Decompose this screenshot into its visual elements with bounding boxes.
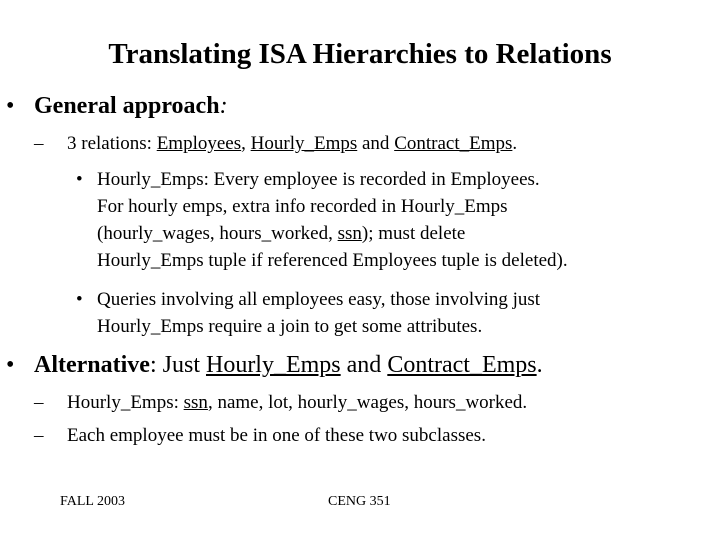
point-line: For hourly emps, extra info recorded in Hourly_Emps [97, 196, 508, 217]
bullet-general-approach [6, 93, 228, 120]
point-line: Hourly_Emps tuple if referenced Employees tuple is deleted). [97, 250, 568, 271]
alternative-text: : Just [149, 352, 206, 378]
sub-subclasses [34, 425, 486, 447]
dash-icon: – [34, 392, 44, 413]
dash-icon: – [34, 133, 44, 154]
bullet-icon: • [76, 169, 83, 190]
sub-three-relations [34, 133, 517, 155]
schema-attributes: , name, lot, hourly_wages, hours_worked. [207, 392, 528, 413]
point-line-part: ); must delete [361, 223, 466, 244]
relation-hourly-emps: Hourly_Emps [205, 352, 341, 378]
footer-course: CENG 351 [328, 494, 391, 509]
point-line-part: (hourly_wages, hours_worked, [97, 223, 338, 244]
key-ssn: ssn [183, 392, 208, 413]
footer-date: FALL 2003 [60, 494, 125, 509]
point-line [97, 220, 568, 247]
point-hourly-emps [76, 166, 568, 274]
sub-hourly-emps-schema [34, 392, 527, 414]
general-approach-heading: General approach [34, 93, 220, 119]
key-ssn: ssn [337, 223, 362, 244]
schema-prefix: Hourly_Emps: [67, 392, 184, 413]
separator: and [357, 133, 395, 154]
bullet-icon: • [6, 93, 15, 119]
bullet-alternative [6, 352, 543, 379]
relation-contract-emps: Contract_Emps [387, 352, 537, 378]
point-line: Hourly_Emps require a join to get some attributes. [97, 316, 483, 337]
separator: and [340, 352, 388, 378]
period: . [512, 133, 518, 154]
subclasses-text: Each employee must be in one of these two subclasses. [67, 425, 486, 446]
relation-employees: Employees [156, 133, 242, 154]
bullet-icon: • [6, 352, 15, 378]
bullet-icon: • [76, 289, 83, 310]
point-line: Hourly_Emps: Every employee is recorded in Employees. [97, 169, 540, 190]
relation-contract-emps: Contract_Emps [394, 133, 513, 154]
slide-title: Translating ISA Hierarchies to Relations [108, 38, 612, 70]
dash-icon: – [34, 425, 44, 446]
point-queries [76, 286, 540, 340]
separator: , [241, 133, 251, 154]
point-line: Queries involving all employees easy, those involving just [97, 289, 541, 310]
alternative-heading: Alternative [34, 352, 150, 378]
relation-hourly-emps: Hourly_Emps [250, 133, 358, 154]
period: . [536, 352, 543, 378]
three-relations-prefix: 3 relations: [67, 133, 157, 154]
general-approach-colon: : [219, 93, 228, 119]
